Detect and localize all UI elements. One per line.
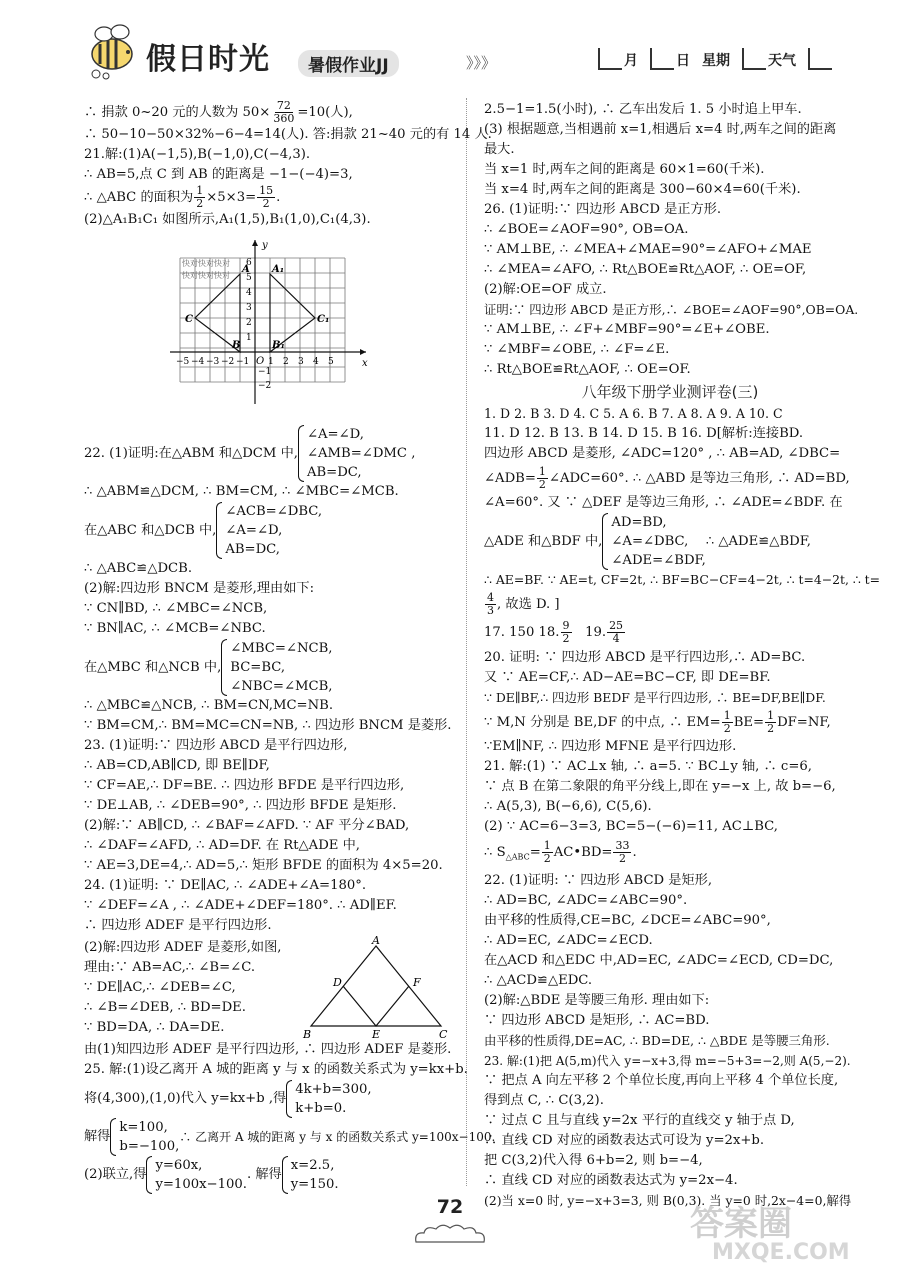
text-line: ∴ ∠B=∠DEB, ∴ BD=DE. bbox=[84, 1000, 246, 1015]
fraction bbox=[257, 185, 275, 210]
text-line: 21.解:(1)A(−1,5),B(−1,0),C(−4,3). bbox=[84, 147, 311, 162]
text: 将(4,300),(1,0)代入 y=kx+b ,得 bbox=[84, 1091, 287, 1106]
x-tick: −5 bbox=[176, 357, 190, 367]
brace bbox=[221, 639, 227, 696]
weather-label: 天气 bbox=[768, 53, 796, 69]
y-tick: 3 bbox=[246, 303, 252, 313]
equation-row: b=−100, bbox=[119, 1139, 180, 1154]
text: ∴ S bbox=[484, 845, 506, 860]
brace bbox=[110, 1118, 116, 1156]
equation-system bbox=[146, 1156, 247, 1194]
weekday-label: 星期 bbox=[702, 53, 730, 69]
text-line: ∵ AM⊥BE, ∴ ∠F+∠MBF=90°=∠E+∠OBE. bbox=[484, 322, 770, 337]
weather-box bbox=[808, 48, 832, 70]
day-label: 日 bbox=[676, 53, 690, 69]
text-line: ∵EM∥NF, ∴ 四边形 MFNE 是平行四边形. bbox=[484, 739, 737, 754]
text: =10(人), bbox=[297, 105, 353, 120]
label-d: D bbox=[333, 976, 343, 989]
text-line: 1. D 2. B 3. D 4. C 5. A 6. B 7. A 8. A 9. A 10. C bbox=[484, 406, 783, 421]
text-line: ∵ CF=AE,∴ DF=BE. ∴ 四边形 BFDE 是平行四边形, bbox=[84, 778, 405, 793]
text: ∴ △ADE≌△BDF, bbox=[705, 533, 812, 549]
page-header bbox=[0, 0, 900, 92]
brace bbox=[146, 1156, 152, 1194]
text-line: 24. (1)证明: ∵ DE∥AC, ∴ ∠ADE+∠A=180°. bbox=[84, 878, 367, 893]
text-line: 21. 解:(1) ∵ AC⊥x 轴, ∴ a=5. ∵ BC⊥y 轴, ∴ c=6, bbox=[484, 759, 812, 774]
numerator: 1 bbox=[196, 184, 204, 197]
text-line: 23. 解:(1)把 A(5,m)代入 y=−x+3,得 m=−5+3=−2,则 A(5,−2). bbox=[484, 1053, 851, 1068]
text-line: ∴ 直线 CD 对应的函数表达式可设为 y=2x+b. bbox=[484, 1132, 765, 1148]
numerator: 1 bbox=[543, 839, 551, 852]
text-line: ∵ BN∥AC, ∴ ∠MCB=∠NBC. bbox=[84, 621, 266, 636]
text-line: 证明:∵ 四边形 ABCD 是正方形,∴ ∠BOE=∠AOF=90°,OB=OA. bbox=[484, 302, 859, 317]
fraction bbox=[537, 466, 548, 491]
brace bbox=[282, 1156, 288, 1194]
equation-row: ∠NBC=∠MCB, bbox=[230, 679, 333, 694]
equation-row: ∠A=∠D, bbox=[225, 523, 283, 538]
text-line: 26. (1)证明:∵ 四边形 ABCD 是正方形. bbox=[484, 202, 722, 217]
x-tick: −2 bbox=[221, 357, 235, 367]
text-line: ∴ AD=BC, ∠ADC=∠ABC=90°. bbox=[484, 892, 688, 908]
text-line: ∴ ∠MEA=∠AFO, ∴ Rt△BOE≌Rt△AOF, ∴ OE=OF, bbox=[484, 262, 807, 277]
x-tick: 1 bbox=[268, 357, 274, 367]
text-line: 当 x=1 时,两车之间的距离是 60×1=60(千米). bbox=[484, 162, 765, 177]
x-tick: −3 bbox=[206, 357, 220, 367]
numerator: 1 bbox=[723, 709, 731, 722]
fraction bbox=[613, 840, 631, 865]
equation-row: y=150. bbox=[290, 1177, 339, 1192]
y-tick: 6 bbox=[246, 258, 252, 268]
text-line: 20. 证明: ∵ 四边形 ABCD 是平行四边形,∴ AD=BC. bbox=[484, 650, 806, 665]
text-line: ∴ △MBC≌△NCB, ∴ BM=CN,MC=NB. bbox=[84, 698, 334, 713]
text-line: (3) 根据题意,当相遇前 x=1,相遇后 x=4 时,两车之间的距离 bbox=[484, 122, 837, 137]
point-a: A bbox=[242, 264, 250, 275]
text: = bbox=[529, 845, 541, 860]
denominator: 2 bbox=[618, 852, 626, 865]
equation-system-line bbox=[484, 513, 856, 570]
y-tick: 2 bbox=[246, 318, 252, 328]
y-tick: 4 bbox=[246, 288, 252, 298]
equation-row: k=100, bbox=[119, 1120, 168, 1135]
text-line: 把 C(3,2)代入得 6+b=2, 则 b=−4, bbox=[484, 1152, 703, 1168]
equation-system-line bbox=[84, 1118, 496, 1156]
subscript: △ABC bbox=[505, 852, 530, 862]
lines-de-ef bbox=[343, 986, 409, 1026]
fraction bbox=[765, 710, 776, 735]
text: 在△MBC 和△NCB 中, bbox=[84, 659, 222, 675]
text: 在△ABC 和△DCB 中, bbox=[84, 522, 217, 538]
y-label: y bbox=[262, 240, 268, 251]
text: . bbox=[632, 845, 637, 860]
text-line: ∵ BM=CM,∴ BM=MC=CN=NB, ∴ 四边形 BNCM 是菱形. bbox=[84, 718, 452, 733]
text: △ADE 和△BDF 中, bbox=[484, 533, 603, 549]
text-line: 25. 解:(1)设乙离开 A 城的距离 y 与 x 的函数关系式为 y=kx+b. bbox=[84, 1062, 468, 1077]
graph-stamp bbox=[182, 258, 230, 280]
text-line: 理由:∵ AB=AC,∴ ∠B=∠C. bbox=[84, 960, 256, 975]
x-label: x bbox=[362, 358, 368, 369]
denominator: 360 bbox=[273, 112, 295, 125]
text-line: ∵ DE∥BF,∴ 四边形 BEDF 是平行四边形, ∴ BE=DF,BE∥DF. bbox=[484, 690, 826, 705]
text: , 故选 D. ] bbox=[497, 597, 560, 612]
text-line: ∴ ∠DAF=∠AFD, ∴ AD=DF. 在 Rt△ADE 中, bbox=[84, 838, 360, 853]
text: 22. (1)证明:在△ABM 和△DCM 中, bbox=[84, 445, 298, 461]
equation-row: ∠ACB=∠DBC, bbox=[225, 504, 323, 519]
chevrons: 》》》 bbox=[466, 54, 497, 72]
numerator: 4 bbox=[487, 591, 494, 604]
text-line: 由(1)知四边形 ADEF 是平行四边形, ∴ 四边形 ADEF 是菱形. bbox=[84, 1042, 452, 1057]
y-tick: 1 bbox=[246, 333, 252, 343]
equation-system-line bbox=[84, 502, 458, 559]
equation-system bbox=[110, 1118, 179, 1156]
text-line: ∵ ∠MBF=∠OBE, ∴ ∠F=∠E. bbox=[484, 342, 670, 357]
text-line: ∵ 过点 C 且与直线 y=2x 平行的直线交 y 轴于点 D, bbox=[484, 1112, 795, 1128]
month-box bbox=[598, 48, 622, 70]
equation-system-line bbox=[84, 1156, 458, 1194]
equation-system-line bbox=[84, 639, 458, 696]
watermark: 答案圈 bbox=[690, 1204, 792, 1244]
denominator: 2 bbox=[562, 632, 570, 645]
equation-row: ∠A=∠D, bbox=[306, 427, 364, 442]
date-bar bbox=[598, 48, 834, 70]
brace bbox=[216, 502, 222, 559]
equation-row: AD=BD, bbox=[611, 515, 667, 530]
origin-label: O bbox=[256, 356, 265, 367]
text: (2)联立,得 bbox=[84, 1167, 147, 1182]
triangle-abc-fig bbox=[311, 946, 441, 1026]
text: BE= bbox=[733, 715, 765, 730]
text-line: ∴ ∠BOE=∠AOF=90°, OB=OA. bbox=[484, 222, 689, 237]
text-line: 最大. bbox=[484, 142, 515, 157]
label-b: B bbox=[303, 1028, 312, 1040]
fraction bbox=[542, 840, 553, 865]
x-axis-arrow bbox=[360, 349, 366, 355]
text-line: ∵ DE⊥AB, ∴ ∠DEB=90°, ∴ 四边形 BFDE 是矩形. bbox=[84, 798, 397, 813]
text: ∴ △ABC 的面积为 bbox=[84, 190, 194, 205]
page-number: 72 bbox=[436, 1196, 464, 1218]
point-b: B bbox=[232, 340, 241, 351]
x-tick: 5 bbox=[328, 357, 334, 367]
text-line: ∵ 四边形 ABCD 是矩形, ∴ AC=BD. bbox=[484, 1012, 710, 1028]
x-tick: −4 bbox=[191, 357, 205, 367]
text-line: 22. (1)证明: ∵ 四边形 ABCD 是矩形, bbox=[484, 872, 713, 888]
book-subtitle: 暑假作业JJ bbox=[298, 50, 399, 77]
text: ∴ 捐款 0~20 元的人数为 50× bbox=[84, 105, 271, 120]
equation-row: y=100x−100. bbox=[155, 1177, 247, 1192]
text-line: ∴ Rt△BOE≌Rt△AOF, ∴ OE=OF. bbox=[484, 362, 691, 377]
text-line: 23. (1)证明:∵ 四边形 ABCD 是平行四边形, bbox=[84, 738, 348, 753]
text-line: 11. D 12. B 13. B 14. D 15. B 16. D[解析:连接BD. bbox=[484, 426, 804, 441]
graph-svg bbox=[166, 234, 372, 414]
text-line: ∴ 四边形 ADEF 是平行四边形. bbox=[84, 918, 272, 933]
text-line: ∵ AM⊥BE, ∴ ∠MEA+∠MAE=90°=∠AFO+∠MAE bbox=[484, 242, 812, 257]
text-line: (2)解:∵ AB∥CD, ∴ ∠BAF=∠AFD. ∵ AF 平分∠BAD, bbox=[84, 818, 410, 833]
y-tick: 5 bbox=[246, 273, 252, 283]
y-axis-arrow bbox=[252, 240, 258, 246]
x-tick: 2 bbox=[283, 357, 289, 367]
text-line bbox=[484, 592, 856, 617]
text-line: (2)解:OE=OF 成立. bbox=[484, 282, 607, 297]
text-line: ∴ 50−10−50×32%−6−4=14(人). 答:捐款 21~40 元的有 14 人. bbox=[84, 127, 492, 142]
fraction bbox=[722, 710, 733, 735]
equation-system bbox=[602, 513, 705, 570]
coordinate-graph bbox=[166, 234, 458, 421]
text-line: 当 x=4 时,两车之间的距离是 300−60×4=60(千米). bbox=[484, 182, 801, 197]
equation-row: ∠A=∠DBC, bbox=[611, 534, 689, 549]
text-line: (2) ∵ AC=6−3=3, BC=5−(−6)=11, AC⊥BC, bbox=[484, 819, 778, 834]
text-line: ∴ 直线 CD 对应的函数表达式为 y=2x−4. bbox=[484, 1172, 738, 1188]
equation-system bbox=[216, 502, 322, 559]
equation-system-line bbox=[84, 1080, 458, 1118]
stamp-text: 快对快对快对 bbox=[182, 271, 230, 280]
text: ∴ 乙离开 A 城的距离 y 与 x 的函数关系式 y=100x−100. bbox=[179, 1130, 496, 1144]
watermark-url: MXQE.COM bbox=[712, 1240, 850, 1265]
text-line: 2.5−1=1.5(小时), ∴ 乙车出发后 1. 5 小时追上甲车. bbox=[484, 102, 802, 117]
text-line: 得到点 C, ∴ C(3,2). bbox=[484, 1092, 604, 1108]
text: 19. bbox=[585, 625, 607, 640]
text-line: ∴ AB=5,点 C 到 AB 的距离是 −1−(−4)=3, bbox=[84, 167, 353, 182]
text-line bbox=[484, 466, 856, 491]
text: . bbox=[276, 190, 281, 205]
stamp-text: 快对快对快对 bbox=[182, 259, 230, 268]
denominator: 2 bbox=[196, 197, 204, 210]
equation-system bbox=[286, 1080, 371, 1118]
text-line: ∴ △ABC≌△DCB. bbox=[84, 561, 193, 576]
section-heading: 八年级下册学业测评卷(三) bbox=[581, 383, 759, 401]
column-divider bbox=[466, 98, 467, 1186]
text-line: ∴ AE=BF. ∵ AE=t, CF=2t, ∴ BF=BC−CF=4−2t, ∴ t=4−2t, ∴ t= bbox=[484, 572, 881, 587]
text-line: 由平移的性质得,CE=BC, ∠DCE=∠ABC=90°, bbox=[484, 912, 771, 928]
text-line bbox=[484, 840, 856, 868]
text-line: 在△ACD 和△EDC 中,AD=EC, ∠ADC=∠ECD, CD=DC, bbox=[484, 952, 834, 968]
text: 解得 bbox=[84, 1129, 111, 1144]
equation-row: y=60x, bbox=[155, 1158, 203, 1173]
text-line: ∴ △ACD≌△EDC. bbox=[484, 972, 593, 988]
text: AC•BD= bbox=[553, 845, 613, 860]
cloud-decoration-icon bbox=[410, 1222, 490, 1246]
text: . 解得 bbox=[246, 1167, 282, 1182]
text-line: (2)解:△BDE 是等腰三角形. 理由如下: bbox=[484, 992, 710, 1008]
equation-row: 4k+b=300, bbox=[295, 1082, 372, 1097]
bee-icon bbox=[82, 18, 142, 80]
denominator: 2 bbox=[262, 197, 270, 210]
text-line: ∵ DE∥AC,∴ ∠DEB=∠C, bbox=[84, 980, 236, 995]
text-line: ∴ AD=EC, ∠ADC=∠ECD. bbox=[484, 932, 653, 948]
denominator: 4 bbox=[612, 632, 620, 645]
text: ×5×3= bbox=[206, 190, 257, 205]
equation-row: AB=DC, bbox=[306, 465, 362, 480]
brace bbox=[298, 425, 304, 482]
denominator: 3 bbox=[487, 604, 494, 617]
y-tick: −2 bbox=[258, 381, 272, 391]
equation-row: k+b=0. bbox=[295, 1101, 347, 1116]
numerator: 72 bbox=[276, 99, 291, 112]
denominator: 2 bbox=[538, 478, 546, 491]
text-line: (2)当 x=0 时, y=−x+3=3, 则 B(0,3). 当 y=0 时,2x−4=0,解得 bbox=[484, 1192, 852, 1208]
text-line: 由平移的性质得,DE=AC, ∴ BD=DE, ∴ △BDE 是等腰三角形. bbox=[484, 1032, 830, 1048]
x-tick: 3 bbox=[298, 357, 304, 367]
text-line: 四边形 ABCD 是菱形, ∠ADC=120° , ∴ AB=AD, ∠DBC= bbox=[484, 446, 841, 461]
text: ∠ADC=60°. ∴ △ABD 是等边三角形, ∴ AD=BD, bbox=[548, 471, 850, 486]
equation-row: ∠ADE=∠BDF, bbox=[611, 553, 706, 568]
left-column bbox=[84, 99, 496, 1194]
text-line bbox=[84, 185, 458, 210]
equation-system bbox=[282, 1156, 339, 1194]
numerator: 15 bbox=[259, 184, 274, 197]
numerator: 9 bbox=[562, 619, 570, 632]
equation-row: ∠AMB=∠DMC , bbox=[306, 446, 416, 461]
text-line: (2)解:四边形 BNCM 是菱形,理由如下: bbox=[84, 581, 315, 596]
text-line: ∴ A(5,3), B(−6,6), C(5,6). bbox=[484, 799, 652, 814]
text: 17. 150 18. bbox=[484, 625, 560, 640]
denominator: 2 bbox=[767, 722, 775, 735]
y-tick: −1 bbox=[258, 367, 272, 377]
text-line: ∵ CN∥BD, ∴ ∠MBC=∠NCB, bbox=[84, 601, 268, 616]
book-title: 假日时光 bbox=[146, 42, 270, 77]
denominator: 2 bbox=[543, 852, 551, 865]
equation-row: x=2.5, bbox=[290, 1158, 335, 1173]
text-line: ∴ AB=CD,AB∥CD, 即 BE∥DF, bbox=[84, 758, 270, 773]
fraction bbox=[194, 185, 205, 210]
text-line: 又 ∵ AE=CF,∴ AD−AE=BC−CF, 即 DE=BF. bbox=[484, 670, 771, 685]
text-line: ∵ BD=DA, ∴ DA=DE. bbox=[84, 1020, 225, 1035]
text-line: (2)解:四边形 ADEF 是菱形,如图, bbox=[84, 940, 282, 955]
text-line: ∵ ∠DEF=∠A , ∴ ∠ADE+∠DEF=180°. ∴ AD∥EF. bbox=[84, 898, 397, 913]
q24-text bbox=[84, 938, 281, 1038]
text-line bbox=[484, 710, 856, 735]
denominator: 2 bbox=[723, 722, 731, 735]
fraction bbox=[607, 620, 625, 645]
point-c1: C₁ bbox=[317, 314, 330, 325]
month-label: 月 bbox=[624, 53, 638, 69]
fraction bbox=[561, 620, 572, 645]
x-tick: 4 bbox=[313, 357, 319, 367]
text-line: ∵ 把点 A 向左平移 2 个单位长度,再向上平移 4 个单位长度, bbox=[484, 1072, 839, 1088]
equation-system bbox=[298, 425, 415, 482]
brace bbox=[286, 1080, 292, 1118]
numerator: 1 bbox=[767, 709, 775, 722]
point-b1: B₁ bbox=[272, 340, 285, 351]
label-e: E bbox=[372, 1028, 381, 1040]
equation-system bbox=[221, 639, 332, 696]
equation-row: ∠MBC=∠NCB, bbox=[230, 641, 333, 656]
text-line: (2)△A₁B₁C₁ 如图所示,A₁(1,5),B₁(1,0),C₁(4,3). bbox=[84, 212, 371, 227]
text: DF=NF, bbox=[777, 715, 831, 730]
day-box bbox=[650, 48, 674, 70]
text-line: ∵ 点 B 在第二象限的角平分线上,即在 y=−x 上, 故 b=−6, bbox=[484, 779, 836, 794]
numerator: 1 bbox=[538, 465, 546, 478]
equation-system-line bbox=[84, 425, 458, 482]
equation-row: BC=BC, bbox=[230, 660, 286, 675]
equation-row: AB=DC, bbox=[225, 542, 280, 557]
rhombus-figure bbox=[301, 936, 451, 1040]
text: ∵ M,N 分别是 BE,DF 的中点, ∴ EM= bbox=[484, 715, 721, 730]
text-line: ∴ △ABM≌△DCM, ∴ BM=CM, ∴ ∠MBC=∠MCB. bbox=[84, 484, 399, 499]
weekday-box bbox=[742, 48, 766, 70]
label-f: F bbox=[413, 976, 422, 989]
point-a1: A₁ bbox=[272, 264, 285, 275]
fraction bbox=[271, 100, 296, 125]
text-line: ∠A=60°. 又 ∵ △DEF 是等边三角形, ∴ ∠ADE=∠BDF. 在 bbox=[484, 495, 843, 510]
label-a: A bbox=[372, 936, 381, 947]
point-c: C bbox=[185, 314, 193, 325]
label-c: C bbox=[439, 1028, 448, 1040]
brace bbox=[602, 513, 608, 570]
fraction bbox=[485, 592, 496, 617]
y-tick-labels bbox=[246, 258, 271, 391]
text-line bbox=[484, 620, 856, 645]
x-tick: −1 bbox=[236, 357, 250, 367]
text: ∠ADB= bbox=[484, 471, 536, 486]
numerator: 25 bbox=[609, 619, 624, 632]
q24-block bbox=[84, 936, 458, 1040]
numerator: 33 bbox=[615, 839, 630, 852]
right-column bbox=[484, 100, 881, 1211]
text-line bbox=[84, 100, 458, 125]
text-line: ∵ AE=3,DE=4,∴ AD=5,∴ 矩形 BFDE 的面积为 4×5=20. bbox=[84, 858, 443, 873]
